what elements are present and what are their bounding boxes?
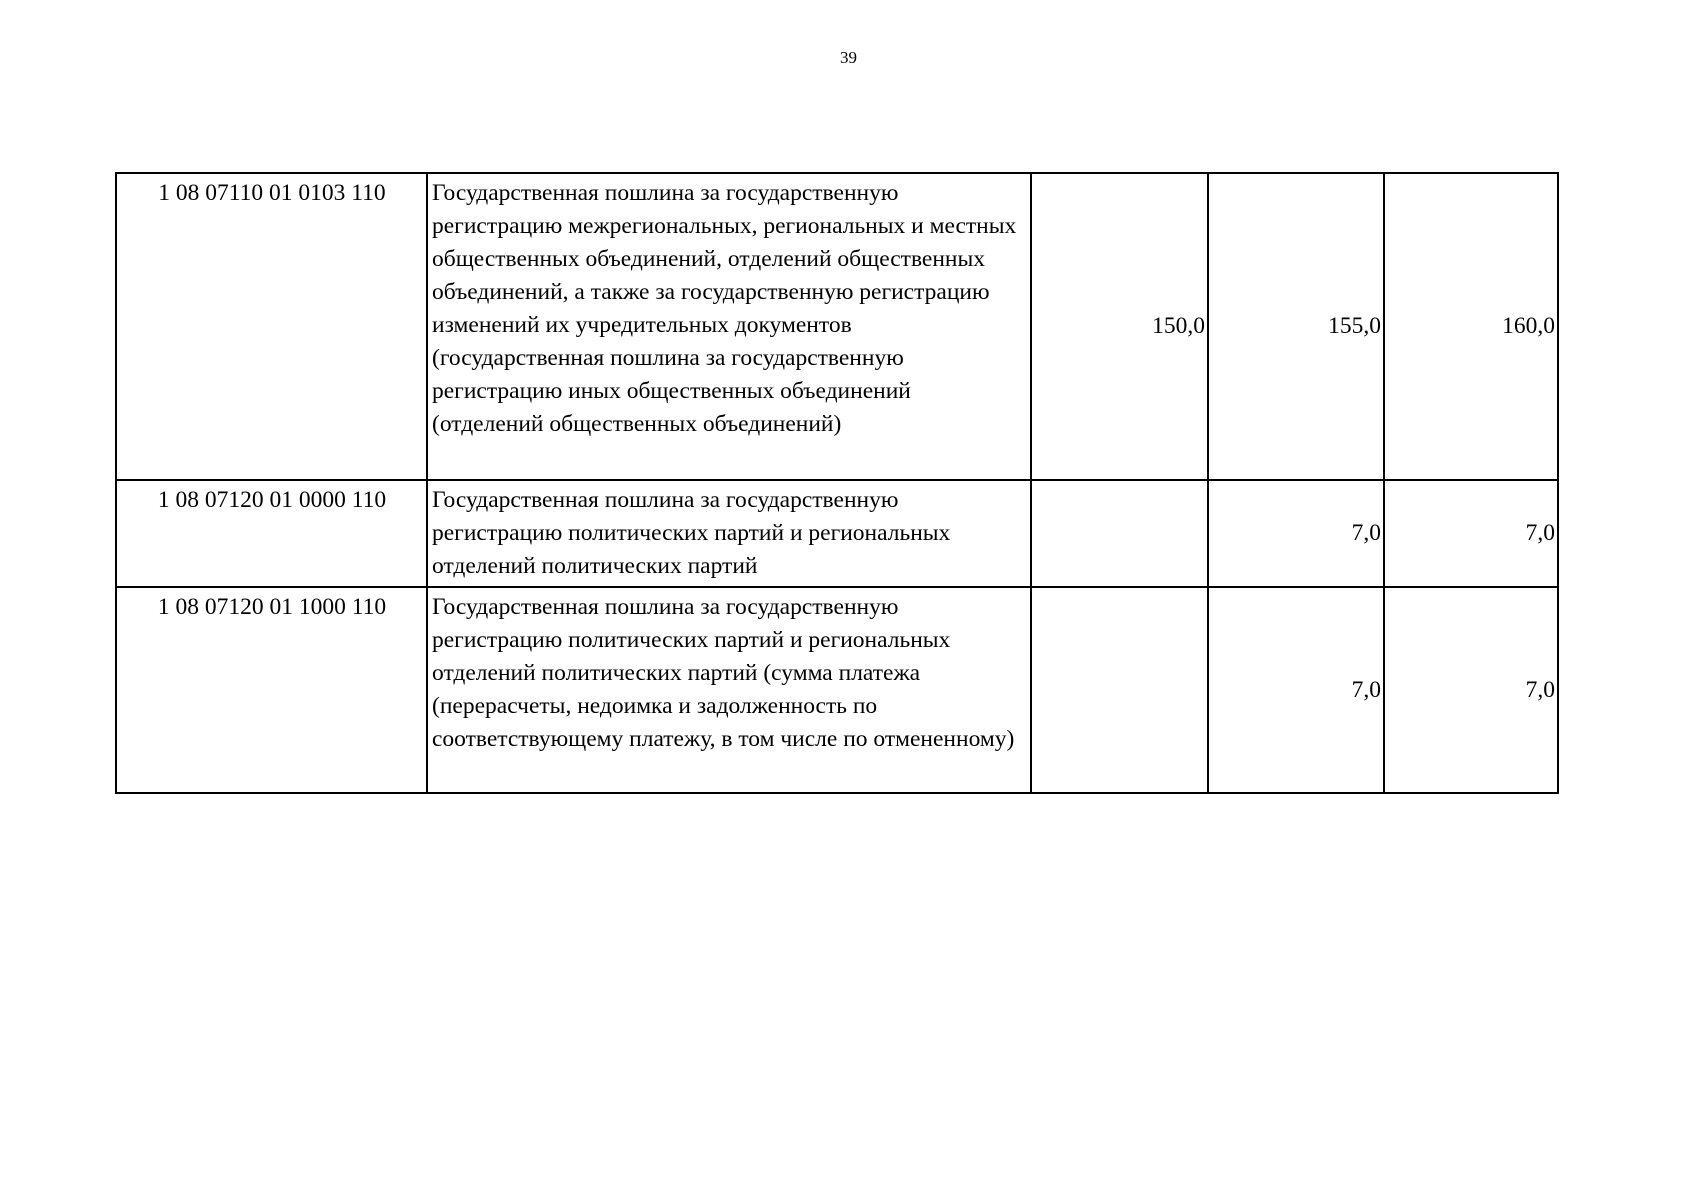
description-cell: Государственная пошлина за государственную регистрацию межрегиональных, региональных и местных общественных объединений, отделений общественных объединений, а также за государственную регистрацию изменений их учредительных документов (государственная пошлина за государственную регистрацию иных общественных объединений (отделений общественных объединений) xyxy=(427,173,1031,480)
value-cell-1: 150,0 xyxy=(1031,173,1208,480)
budget-revenue-table xyxy=(115,172,1559,794)
kbk-code-cell: 1 08 07110 01 0103 110 xyxy=(116,173,427,480)
value-cell-3: 7,0 xyxy=(1384,480,1558,587)
description-cell: Государственная пошлина за государственную регистрацию политических партий и региональных отделений политических партий xyxy=(427,480,1031,587)
value-cell-1 xyxy=(1031,587,1208,793)
kbk-code-cell: 1 08 07120 01 1000 110 xyxy=(116,587,427,793)
description-cell: Государственная пошлина за государственную регистрацию политических партий и региональных отделений политических партий (сумма платежа (перерасчеты, недоимка и задолженность по соответствующему платежу, в том числе по отмененному) xyxy=(427,587,1031,793)
value-cell-3: 160,0 xyxy=(1384,173,1558,480)
value-cell-2: 155,0 xyxy=(1208,173,1384,480)
table-row xyxy=(116,587,1558,793)
table-row xyxy=(116,173,1558,480)
table-row xyxy=(116,480,1558,587)
value-cell-1 xyxy=(1031,480,1208,587)
value-cell-3: 7,0 xyxy=(1384,587,1558,793)
value-cell-2: 7,0 xyxy=(1208,480,1384,587)
page-number: 39 xyxy=(840,48,857,67)
kbk-code-cell: 1 08 07120 01 0000 110 xyxy=(116,480,427,587)
value-cell-2: 7,0 xyxy=(1208,587,1384,793)
